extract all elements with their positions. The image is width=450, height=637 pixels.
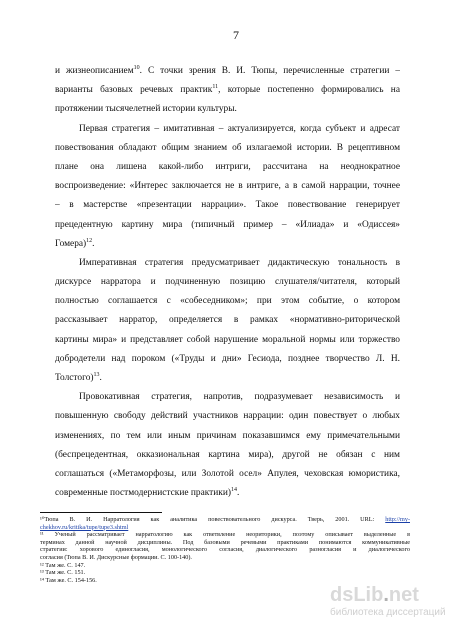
footnote-divider xyxy=(40,512,162,513)
text-line: (беспрецедентная, окказиональная картина мира), другой не обязан с ним xyxy=(55,449,400,460)
text-line: протяжении тысячелетней истории культуры. xyxy=(55,104,237,115)
text-line: изменениях, по тем или иным причинам показавшимся ему примечательными xyxy=(55,430,400,441)
footnote-line: ¹⁰Тюпа В. И. Нарратология как аналитика повествовательного дискурса. Тверь, 2001. URL: http://my- xyxy=(40,516,410,523)
watermark-logo: dsLib.net xyxy=(330,584,419,606)
footnote-line: ¹² Там же. С. 147. xyxy=(40,561,86,569)
text-line: полностью соглашается с «собеседником»; при этом событие, о котором xyxy=(55,296,400,307)
text-line: повышенную свободу действий участников наррации: один повествует о любых xyxy=(55,411,400,422)
text-line: современные постмодернистские практики)$^{14}$. xyxy=(55,487,240,499)
text-line: добродетели над пороком («Труды и дни» Гесиода, позднее творчество Л. Н. xyxy=(55,353,400,364)
text-line: повествования обладают общим знанием об излагаемой истории. В рецептивном xyxy=(55,142,400,153)
footnote-line xyxy=(40,524,410,532)
text-line: дискурсе нарратора и подчиненную позицию слушателя/читателя, который xyxy=(55,277,400,288)
text-line: варианты базовых речевых практик$^{11}$, которые постепенно формировались на xyxy=(55,84,400,96)
text-line: соглашаться («Метаморфозы, или Золотой осел» Апулея, чеховская юмористика, xyxy=(55,468,400,479)
watermark xyxy=(330,584,446,618)
text-line: картины мира» и представляет собой нарушение моральной нормы или торжество xyxy=(55,334,400,345)
footnote-link[interactable]: chekhov.ru/kritika/tupe/tupe3.shtml xyxy=(40,523,129,531)
text-line: – в мастерстве «презентации наррации». Такое повествование генерирует xyxy=(55,200,400,211)
text-line: Первая стратегия – имитативная – актуализируется, когда субъект и адресат xyxy=(79,123,400,134)
footnote-line: ¹³ Там же. С. 151. xyxy=(40,569,86,577)
text-line: Толстого)$^{13}$. xyxy=(55,371,102,383)
footnote-line: терминах данной научной дисциплины. Под базовыми речевыми практиками понимаются коммуникативные xyxy=(40,538,410,546)
footnote-line: стратегии: хорового единогласия, монологического согласия, диалогического разногласия и диалогического xyxy=(40,546,410,554)
page-number: 7 xyxy=(233,28,239,42)
text-line: плане она лишена какой-либо интриги, рассчитана на неоднократное xyxy=(55,161,400,172)
text-line: воспроизведение: «Интерес заключается не в интриге, а в самой наррации, точнее xyxy=(55,181,400,192)
footnote-link[interactable]: http://my- xyxy=(385,516,410,523)
watermark-subtitle: библиотека диссертаций xyxy=(330,607,446,618)
footnote-line: согласия (Тюпа В. И. Дискурсные формации. С. 100-140). xyxy=(40,553,192,561)
text-line: Провокативная стратегия, напротив, подразумевает независимость и xyxy=(79,392,400,403)
footnote-line: ¹⁴ Там же. С. 154-156. xyxy=(40,576,97,584)
text-line: рассказывает нарратор, определяется в рамках «нормативно-риторической xyxy=(55,315,400,326)
footnote-line: ¹¹ Ученый рассматривает нарратологию как ответвление неориторики, поэтому описывает выделенные в xyxy=(40,531,410,539)
text-line: прецедентную картину мира (типичный пример – «Илиада» и «Одиссея» xyxy=(55,219,400,230)
text-line: Гомера)$^{12}$. xyxy=(55,237,95,249)
body-text xyxy=(55,62,400,503)
footnotes xyxy=(40,516,410,584)
text-line: и жизнеописанием$^{10}$. С точки зрения В. И. Тюпы, перечисленные стратегии – xyxy=(55,64,400,76)
text-line: Императивная стратегия предусматривает дидактическую тональность в xyxy=(79,257,400,268)
